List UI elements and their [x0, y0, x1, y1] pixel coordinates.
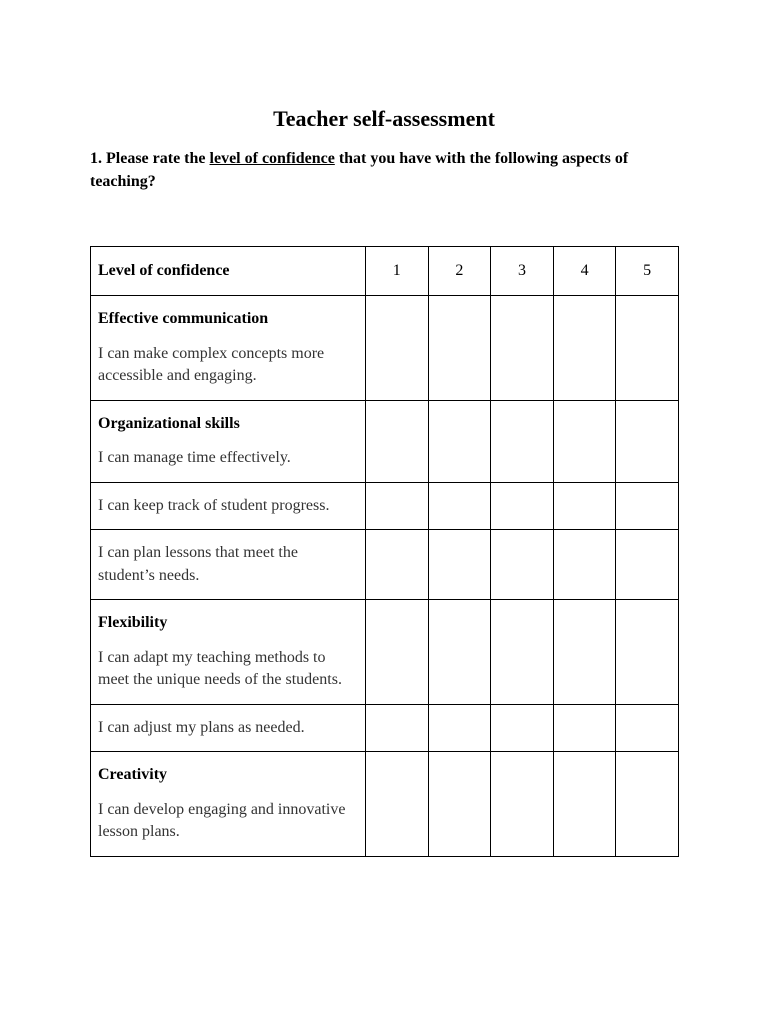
row-statement: I can adjust my plans as needed.	[98, 718, 305, 736]
row-statement: I can plan lessons that meet the student’s needs.	[98, 544, 298, 584]
row-label-cell	[91, 296, 366, 401]
rating-cell-3[interactable]	[491, 400, 554, 482]
row-label-cell	[91, 530, 366, 600]
rating-cell-4[interactable]	[553, 296, 616, 401]
row-category: Creativity	[98, 766, 168, 783]
rating-cell-2[interactable]	[428, 600, 491, 705]
row-label-cell	[91, 400, 366, 482]
rating-cell-4[interactable]	[553, 400, 616, 482]
rating-cell-1[interactable]	[366, 530, 429, 600]
row-category: Flexibility	[98, 614, 168, 631]
rating-cell-2[interactable]	[428, 752, 491, 857]
row-statement: I can develop engaging and innovative lesson plans.	[98, 800, 346, 840]
rating-cell-4[interactable]	[553, 752, 616, 857]
question-text	[90, 147, 680, 193]
rating-cell-2[interactable]	[428, 530, 491, 600]
rating-cell-4[interactable]	[553, 482, 616, 530]
rating-cell-3[interactable]	[491, 530, 554, 600]
rating-cell-3[interactable]	[491, 482, 554, 530]
rating-cell-3[interactable]	[491, 704, 554, 752]
table-row	[91, 400, 679, 482]
rating-cell-3[interactable]	[491, 296, 554, 401]
rating-cell-1[interactable]	[366, 600, 429, 705]
rating-cell-5[interactable]	[616, 752, 679, 857]
table-row	[91, 482, 679, 530]
rating-cell-5[interactable]	[616, 296, 679, 401]
header-score-1: 1	[366, 247, 429, 296]
row-label-cell	[91, 600, 366, 705]
question-emphasis: level of confidence	[209, 150, 335, 167]
rating-cell-2[interactable]	[428, 296, 491, 401]
table-row	[91, 752, 679, 857]
table-row	[91, 530, 679, 600]
table-row	[91, 704, 679, 752]
header-score-5: 5	[616, 247, 679, 296]
row-statement: I can manage time effectively.	[98, 449, 291, 466]
rating-cell-5[interactable]	[616, 600, 679, 705]
rating-cell-1[interactable]	[366, 482, 429, 530]
rating-cell-3[interactable]	[491, 600, 554, 705]
rating-cell-5[interactable]	[616, 400, 679, 482]
rating-cell-5[interactable]	[616, 482, 679, 530]
rating-cell-1[interactable]	[366, 296, 429, 401]
table-row	[91, 296, 679, 401]
question-suffix: that you have with the following aspects of teaching?	[90, 150, 629, 190]
rating-cell-4[interactable]	[553, 530, 616, 600]
header-label: Level of confidence	[91, 247, 366, 296]
page-title: Teacher self-assessment	[273, 106, 495, 131]
rating-cell-2[interactable]	[428, 704, 491, 752]
question-prefix: 1. Please rate the	[90, 150, 210, 167]
rating-cell-4[interactable]	[553, 600, 616, 705]
rating-cell-5[interactable]	[616, 704, 679, 752]
rating-cell-1[interactable]	[366, 704, 429, 752]
row-category: Organizational skills	[98, 414, 240, 432]
row-label-cell	[91, 704, 366, 752]
rating-cell-1[interactable]	[366, 400, 429, 482]
row-statement: I can adapt my teaching methods to meet the unique needs of the students.	[98, 648, 342, 688]
rating-table	[90, 246, 679, 857]
rating-cell-5[interactable]	[616, 530, 679, 600]
row-statement: I can keep track of student progress.	[98, 496, 330, 514]
rating-cell-4[interactable]	[553, 704, 616, 752]
rating-cell-1[interactable]	[366, 752, 429, 857]
rating-cell-2[interactable]	[428, 400, 491, 482]
rating-cell-3[interactable]	[491, 752, 554, 857]
table-row	[91, 600, 679, 705]
table-header-row	[91, 247, 679, 296]
header-score-2: 2	[428, 247, 491, 296]
row-label-cell	[91, 752, 366, 857]
row-statement: I can make complex concepts more accessible and engaging.	[98, 344, 325, 384]
rating-cell-2[interactable]	[428, 482, 491, 530]
header-score-3: 3	[491, 247, 554, 296]
row-category: Effective communication	[98, 310, 269, 327]
row-label-cell	[91, 482, 366, 530]
header-score-4: 4	[553, 247, 616, 296]
